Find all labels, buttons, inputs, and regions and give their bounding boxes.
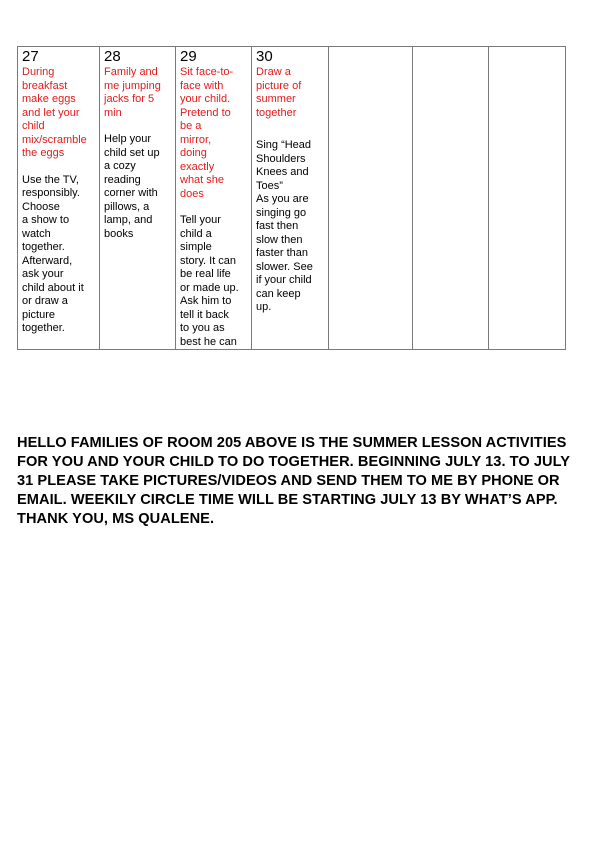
family-notice-text: HELLO FAMILIES OF ROOM 205 ABOVE IS THE SUMMER LESSON ACTIVITIES FOR YOU AND YOUR CHILD TO DO TOGETHER. BEGINNING JULY 13. TO JULY 31 PLEASE TAKE PICTURES/VIDEOS AND SEND THEM TO ME BY PHONE OR EMAIL. WEEKILY CIRCLE TIME WILL BE STARTING JULY 13 BY WHAT’S APP. THANK YOU, MS QUALENE. [17, 435, 570, 527]
calendar-cell-empty-3 [489, 47, 566, 350]
calendar-week-row [18, 47, 566, 350]
activity-black-text: Help your child set up a cozy reading corner with pillows, a lamp, and books [104, 133, 160, 240]
calendar-cell-empty-2 [413, 47, 489, 350]
activity-black-text: Use the TV, responsibly. Choose a show to watch together. Afterward, ask your child about it or draw a picture together. [22, 173, 84, 334]
calendar-cell-27 [18, 47, 100, 350]
calendar-cell-30 [252, 47, 329, 350]
activity-red-text: Draw a picture of summer together [256, 66, 302, 119]
activity-calendar-table [17, 46, 566, 350]
activity-black-text: Sing “Head Shoulders Knees and Toes” As you are singing go fast then slow then faster than slower. See if your child can keep up. [256, 139, 313, 313]
activity-red-text: Family and me jumping jacks for 5 min [104, 66, 161, 119]
calendar-cell-28 [100, 47, 176, 350]
activity-black-text: Tell your child a simple story. It can be real life or made up. Ask him to tell it back to you as best he can [180, 214, 239, 348]
activity-red-text: During breakfast make eggs and let your child mix/scramble the eggs [22, 66, 87, 159]
activity-red-text: Sit face-to- face with your child. Pretend to be a mirror, doing exactly what she does [180, 66, 234, 200]
calendar-cell-29 [176, 47, 252, 350]
day-number: 27 [22, 48, 39, 65]
day-number: 28 [104, 48, 121, 65]
day-number: 29 [180, 48, 197, 65]
day-number: 30 [256, 48, 273, 65]
calendar-cell-empty-1 [329, 47, 413, 350]
